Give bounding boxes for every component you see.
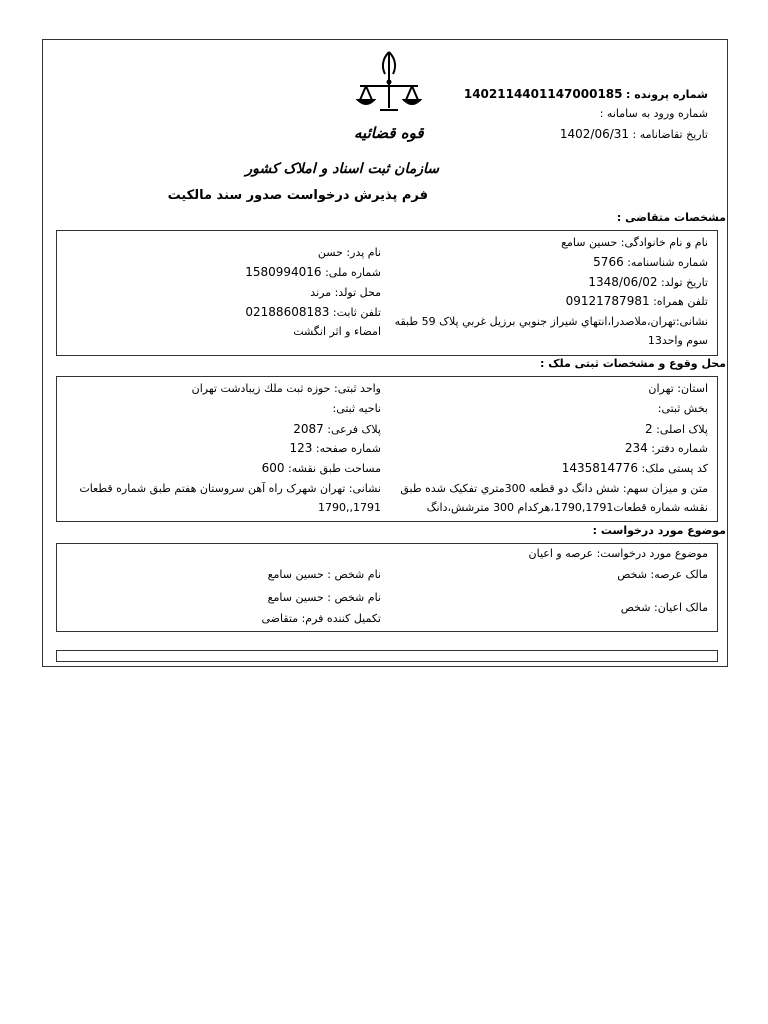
applicant-section-title: مشخصات متقاضی : — [616, 211, 726, 224]
applicant-address-line2: سوم واحد13 — [647, 334, 708, 347]
property-book-number: شماره دفتر: 234 — [624, 441, 708, 455]
form-title: فرم پذیرش درخواست صدور سند مالکیت — [167, 188, 428, 203]
property-map-area: مساحت طبق نقشه: 600 — [261, 461, 381, 475]
property-address: نشانی: تهران شهرک راه آهن سروستان هفتم طبق شماره قطعات — [79, 482, 381, 495]
property-province: استان: تهران — [648, 382, 708, 395]
request-completed-by: تکمیل کننده فرم: متقاضی — [261, 612, 381, 625]
property-registration-area: ناحیه ثبتی: — [332, 402, 381, 415]
applicant-father-name: نام پدر: حسن — [317, 246, 381, 259]
case-number: شماره پرونده : 1402114401147000185 — [463, 87, 708, 101]
applicant-birth-place: محل تولد: مرند — [310, 286, 381, 299]
applicant-address: نشانی:تهران،ملاصدرا،انتهاي شیراز جنوبي برزیل غربي پلاک 59 طبقه — [394, 315, 708, 328]
applicant-signature-label: امضاء و اثر انگشت — [293, 325, 381, 338]
applicant-full-name: نام و نام خانوادگی: حسین سامع — [561, 236, 708, 249]
property-registration-section: بخش ثبتی: — [657, 402, 708, 415]
applicant-mobile: تلفن همراه: 09121787981 — [565, 294, 708, 308]
applicant-id-number: شماره شناسنامه: 5766 — [593, 255, 708, 269]
request-land-owner: مالک عرصه: شخص — [617, 568, 708, 581]
system-entry-number: شماره ورود به سامانه : — [599, 107, 708, 120]
judiciary-emblem-icon — [352, 48, 426, 122]
footer-empty-box — [56, 650, 718, 662]
property-share-text-line2: نقشه شماره قطعات1790,1791،هرکدام 300 مترشش،دانگ — [426, 501, 708, 514]
request-date: تاریخ تقاضانامه : 1402/06/31 — [559, 127, 708, 141]
property-share-text: متن و میزان سهم: شش دانگ دو قطعه 300متري تفکیک شده طبق — [400, 482, 708, 495]
property-main-plate: پلاک اصلی: 2 — [644, 422, 708, 436]
request-building-owner: مالک اعیان: شخص — [620, 601, 708, 614]
property-registration-unit: واحد ثبتی: حوزه ثبت ملك زيبادشت تهران — [191, 382, 381, 395]
request-subject: موضوع مورد درخواست: عرصه و اعیان — [528, 547, 708, 560]
property-postal-code: کد پستی ملک: 1435814776 — [561, 461, 708, 475]
request-building-person: نام شخص : حسین سامع — [267, 591, 381, 604]
property-section-title: محل وقوع و مشخصات ثبتی ملک : — [540, 357, 726, 370]
applicant-landline: تلفن ثابت: 02188608183 — [245, 305, 381, 319]
request-section-title: موضوع مورد درخواست : — [592, 524, 726, 537]
request-land-person: نام شخص : حسین سامع — [267, 568, 381, 581]
judiciary-logo-text: قوه قضائیه — [354, 124, 424, 142]
applicant-birth-date: تاریخ تولد: 1348/06/02 — [588, 275, 708, 289]
property-page-number: شماره صفحه: 123 — [289, 441, 381, 455]
organization-logo-text: سازمان ثبت اسناد و املاک کشور — [245, 161, 439, 177]
property-sub-plate: پلاک فرعی: 2087 — [293, 422, 381, 436]
applicant-national-id: شماره ملی: 1580994016 — [245, 265, 381, 279]
property-address-line2: 1791,,1790 — [318, 501, 381, 514]
